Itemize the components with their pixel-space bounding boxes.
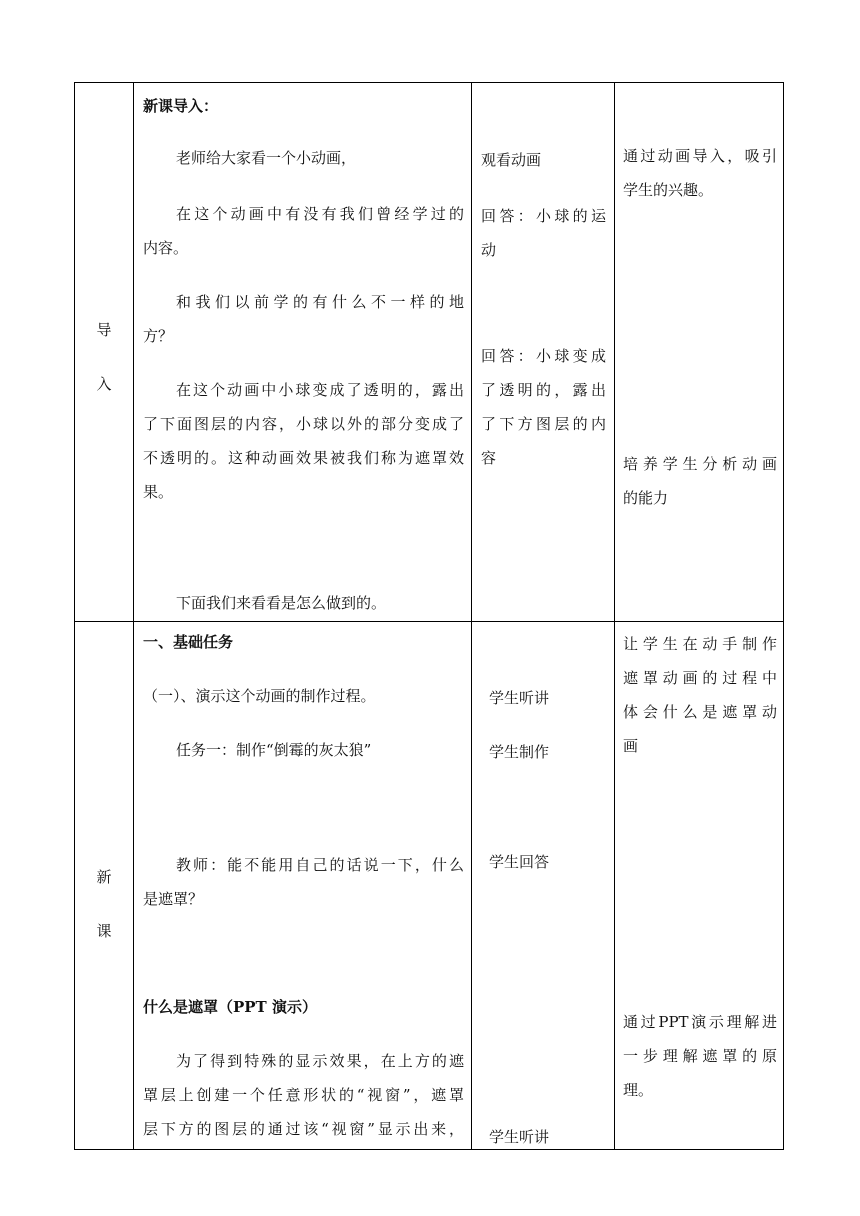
student-activity: 学生听讲	[489, 1128, 550, 1146]
teacher-text: 在这个动画中小球变成了透明的，露出	[176, 381, 464, 399]
design-intent: 理。	[623, 1081, 654, 1099]
design-intent: 学生的兴趣。	[623, 181, 714, 199]
section-heading: 一、基础任务	[143, 633, 234, 651]
teacher-text: 罩层上创建一个任意形状的“视窗”，遮罩	[143, 1086, 464, 1104]
design-intent: 让学生在动手制作	[623, 635, 777, 653]
teacher-text: 和我们以前学的有什么不一样的地	[176, 293, 464, 311]
design-intent: 通过动画导入，吸引	[623, 147, 777, 165]
section-heading: 新课导入：	[143, 97, 219, 115]
column-divider	[133, 83, 134, 1149]
teacher-text: 教师：能不能用自己的话说一下，什么	[176, 856, 464, 874]
design-intent: 一步理解遮罩的原	[623, 1047, 777, 1065]
teacher-text: 是遮罩？	[143, 890, 204, 908]
student-activity: 了下方图层的内	[481, 415, 606, 433]
teacher-text: 下面我们来看看是怎么做到的。	[176, 594, 387, 612]
row-divider	[75, 621, 783, 622]
teacher-text: 了下面图层的内容，小球以外的部分变成了	[143, 415, 464, 433]
stage-char: 导	[96, 321, 112, 339]
student-activity: 回答：小球的运	[481, 207, 606, 225]
teacher-text: 果。	[143, 483, 174, 501]
teacher-text: 在这个动画中有没有我们曾经学过的	[176, 205, 464, 223]
teacher-text: 不透明的。这种动画效果被我们称为遮罩效	[143, 449, 464, 467]
student-activity: 了透明的，露出	[481, 381, 606, 399]
student-activity: 学生回答	[489, 853, 550, 871]
column-divider	[471, 83, 472, 1149]
teacher-text: 为了得到特殊的显示效果，在上方的遮	[176, 1052, 464, 1070]
design-intent: 的能力	[623, 489, 669, 507]
stage-label-new-lesson	[75, 860, 133, 948]
student-activity: 动	[481, 241, 497, 259]
column-divider	[614, 83, 615, 1149]
design-intent: 画	[623, 737, 639, 755]
teacher-text: 方？	[143, 327, 174, 345]
student-activity: 学生制作	[489, 743, 550, 761]
teacher-text: 老师给大家看一个小动画，	[176, 149, 357, 167]
section-heading: 什么是遮罩（PPT 演示）	[143, 998, 317, 1016]
stage-char: 课	[96, 922, 112, 940]
student-activity: 观看动画	[481, 151, 542, 169]
teacher-text: 任务一：制作“倒霉的灰太狼”	[176, 741, 372, 759]
stage-label-intro	[75, 313, 133, 401]
student-activity: 学生听讲	[489, 689, 550, 707]
stage-char: 入	[96, 375, 112, 393]
student-activity: 容	[481, 449, 497, 467]
stage-char: 新	[96, 868, 112, 886]
student-activity: 回答：小球变成	[481, 347, 606, 365]
design-intent: 体会什么是遮罩动	[623, 703, 777, 721]
design-intent: 通过PPT演示理解进	[623, 1013, 777, 1031]
design-intent: 培养学生分析动画	[623, 455, 777, 473]
teacher-text: 内容。	[143, 239, 189, 257]
design-intent: 遮罩动画的过程中	[623, 669, 777, 687]
teacher-text: （一）、演示这个动画的制作过程。	[143, 687, 376, 705]
teacher-text: 层下方的图层的通过该“视窗”显示出来，	[143, 1120, 464, 1138]
